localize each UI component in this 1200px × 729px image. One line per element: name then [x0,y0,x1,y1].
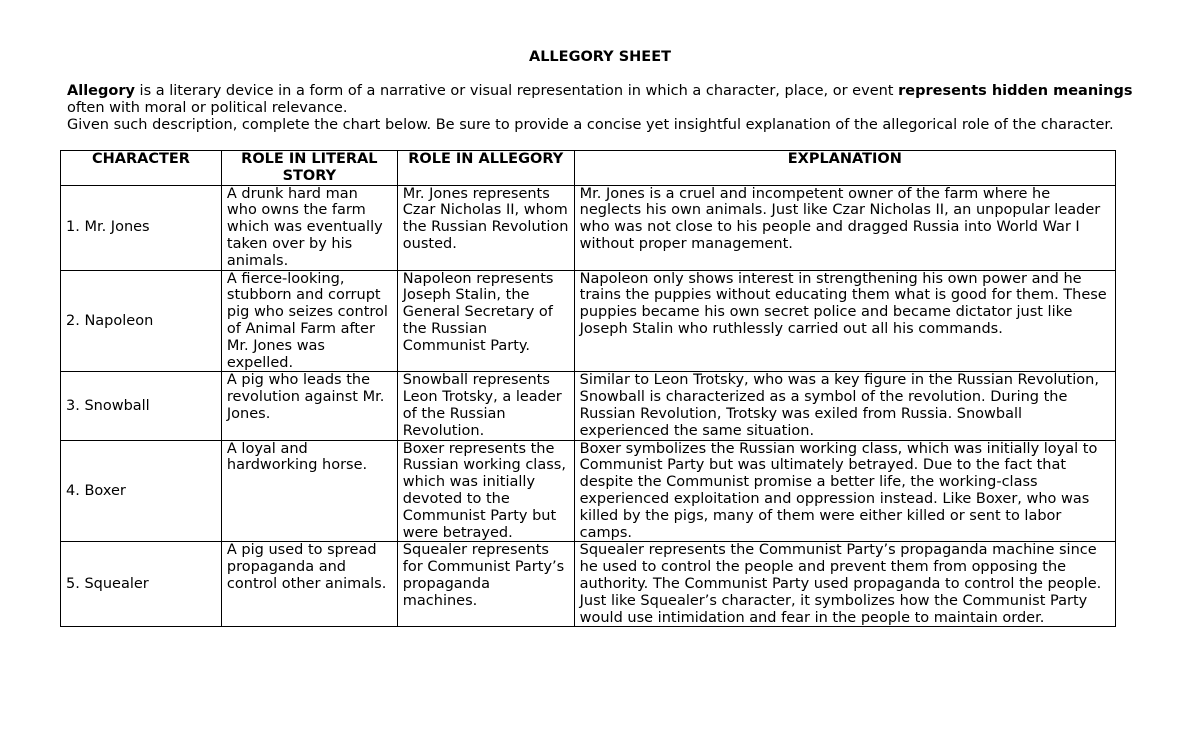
character-cell: 5. Squealer [61,542,222,627]
table-row [61,440,1116,542]
page-title: ALLEGORY SHEET [528,49,672,65]
table-row [61,372,1116,440]
allegory-table [60,150,1116,627]
character-cell: 3. Snowball [61,372,222,440]
intro-section [67,83,1147,134]
explanation-cell: Similar to Leon Trotsky, who was a key figure in the Russian Revolution, Snowball is characterized as a symbol of the revolution. During the Russian Revolution, Trotsky was exiled from Russia. Snowball experienced the same situation. [574,372,1115,440]
allegory-role-cell: Napoleon represents Joseph Stalin, the General Secretary of the Russian Communist Party. [397,270,574,372]
term-allegory: Allegory [67,83,135,99]
header-allegory-role: ROLE IN ALLEGORY [397,151,574,186]
allegory-role-cell: Boxer represents the Russian working class, which was initially devoted to the Communist Party but were betrayed. [397,440,574,542]
header-character: CHARACTER [61,151,222,186]
explanation-cell: Boxer symbolizes the Russian working class, which was initially loyal to Communist Party but was ultimately betrayed. Due to the fact that despite the Communist promise a better life, the working-class experienced exploitation and oppression instead. Like Boxer, who was killed by the pigs, many of them were either killed or sent to labor camps. [574,440,1115,542]
character-cell: 4. Boxer [61,440,222,542]
table-row [61,185,1116,270]
explanation-cell: Squealer represents the Communist Party’s propaganda machine since he used to control the people and prevent them from opposing the authority. The Communist Party used propaganda to control the people. Just like Squealer’s character, it symbolizes how the Communist Party would use intimidation and fear in the people to maintain order. [574,542,1115,627]
definition-emphasis: represents hidden meanings [898,83,1133,99]
table-row [61,270,1116,372]
literal-role-cell: A loyal and hardworking horse. [221,440,397,542]
instruction-paragraph: Given such description, complete the chart below. Be sure to provide a concise yet insightful explanation of the allegorical role of the character. [67,117,1114,133]
allegory-role-cell: Snowball represents Leon Trotsky, a leader of the Russian Revolution. [397,372,574,440]
allegory-role-cell: Squealer represents for Communist Party’s propaganda machines. [397,542,574,627]
literal-role-cell: A fierce-looking, stubborn and corrupt pig who seizes control of Animal Farm after Mr. Jones was expelled. [221,270,397,372]
explanation-cell: Mr. Jones is a cruel and incompetent owner of the farm where he neglects his own animals. Just like Czar Nicholas II, an unpopular leader who was not close to his people and dragged Russia into World War I without proper management. [574,185,1115,270]
explanation-cell: Napoleon only shows interest in strengthening his own power and he trains the puppies without educating them what is good for them. These puppies became his own secret police and became dictator just like Joseph Stalin who ruthlessly carried out all his commands. [574,270,1115,372]
character-cell: 2. Napoleon [61,270,222,372]
literal-role-cell: A pig used to spread propaganda and control other animals. [221,542,397,627]
literal-role-cell: A drunk hard man who owns the farm which was eventually taken over by his animals. [221,185,397,270]
table-header-row [61,151,1116,186]
header-literal-role: ROLE IN LITERAL STORY [221,151,397,186]
definition-text: is a literary device in a form of a narrative or visual representation in which a character, place, or event [134,83,899,99]
character-cell: 1. Mr. Jones [61,185,222,270]
header-explanation: EXPLANATION [574,151,1115,186]
table-row [61,542,1116,627]
definition-text-end: often with moral or political relevance. [67,100,348,116]
allegory-role-cell: Mr. Jones represents Czar Nicholas II, whom the Russian Revolution ousted. [397,185,574,270]
literal-role-cell: A pig who leads the revolution against Mr. Jones. [221,372,397,440]
definition-paragraph [67,83,1147,117]
